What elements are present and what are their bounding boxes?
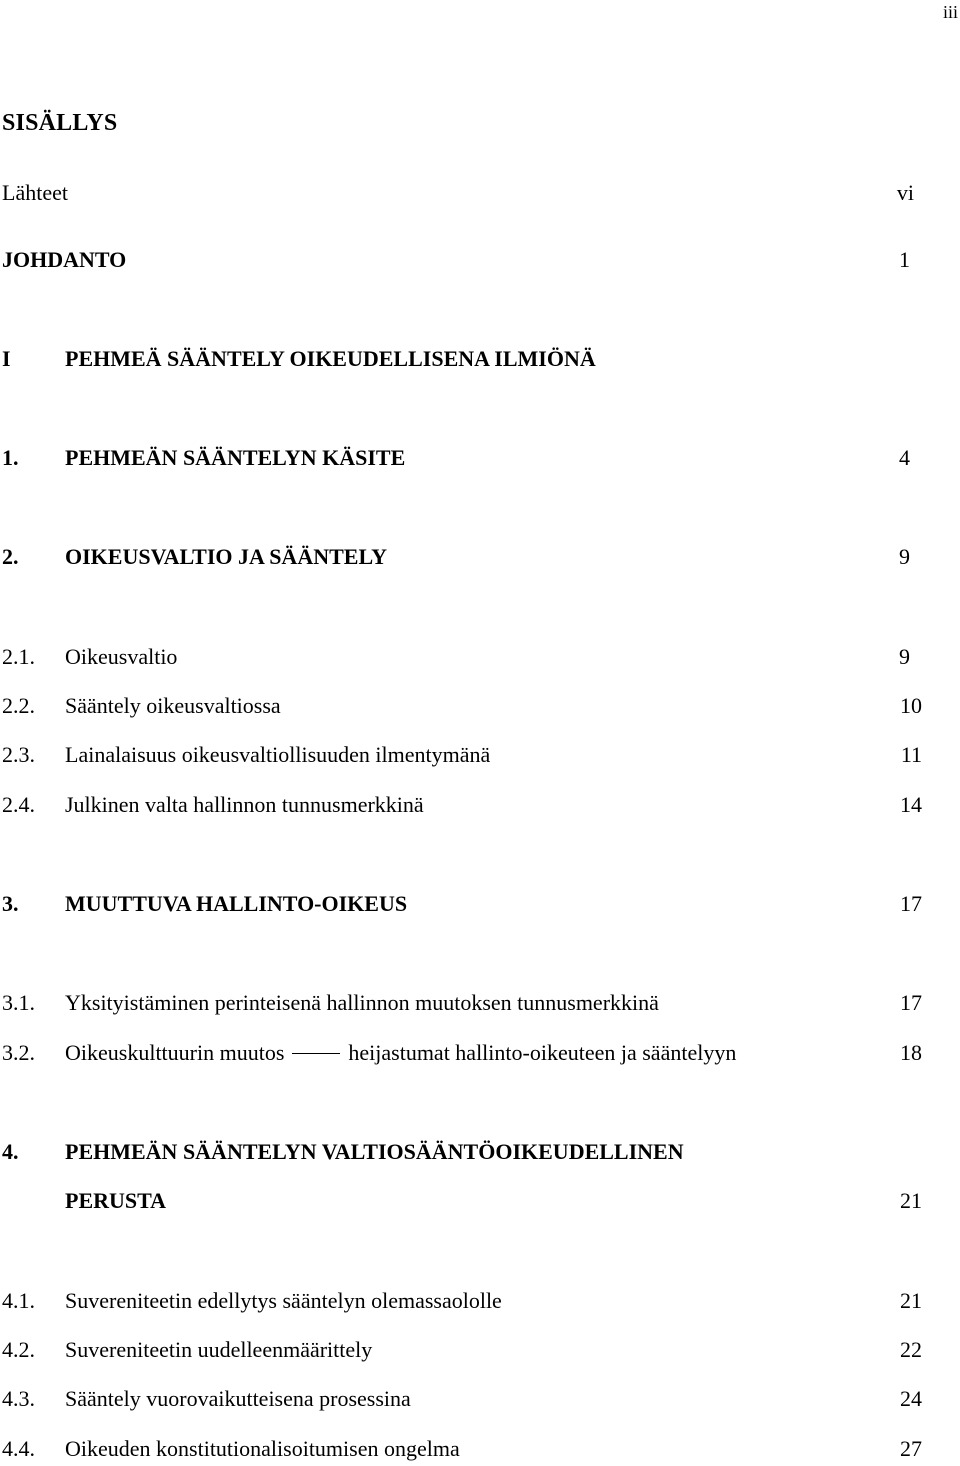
toc-entry-page: 17 xyxy=(900,990,922,1015)
toc-heading: SISÄLLYS xyxy=(2,110,118,136)
toc-entry-title: PEHMEÄN SÄÄNTELYN KÄSITE xyxy=(65,445,406,470)
toc-entry-number: 2.2. xyxy=(2,693,35,718)
toc-entry-title: JOHDANTO xyxy=(2,247,127,272)
toc-entry-number: 3. xyxy=(2,891,19,916)
toc-entry-page: 24 xyxy=(900,1386,922,1411)
toc-entry-section[interactable] xyxy=(0,1384,960,1414)
toc-entry-page: 27 xyxy=(900,1436,922,1461)
toc-entry-number: 2.4. xyxy=(2,792,35,817)
toc-entry-page: 10 xyxy=(900,693,922,718)
toc-entry-title-part: heijastumat hallinto-oikeuteen ja sääntelyyn xyxy=(348,1040,737,1065)
toc-entry-title: Suvereniteetin edellytys sääntelyn olemassaololle xyxy=(65,1288,502,1313)
toc-entry-section[interactable] xyxy=(0,1038,960,1068)
toc-entry-title-part: Oikeuskulttuurin muutos xyxy=(65,1040,285,1065)
toc-entry-title: OIKEUSVALTIO JA SÄÄNTELY xyxy=(65,544,387,569)
toc-entry-sources[interactable] xyxy=(0,178,960,208)
toc-entry-page: 14 xyxy=(900,792,922,817)
em-dash-rule xyxy=(292,1053,340,1054)
toc-entry-number: 3.2. xyxy=(2,1040,35,1065)
toc-entry-title: PEHMEÄ SÄÄNTELY OIKEUDELLISENA ILMIÖNÄ xyxy=(65,346,596,371)
toc-entry-number: 1. xyxy=(2,445,19,470)
toc-entry-number: 4.2. xyxy=(2,1337,35,1362)
toc-entry-section[interactable] xyxy=(0,1286,960,1316)
toc-entry-title: Sääntely vuorovaikutteisena prosessina xyxy=(65,1386,411,1411)
toc-entry-page: 11 xyxy=(900,742,922,767)
toc-entry-section[interactable] xyxy=(0,1434,960,1464)
toc-entry-title: PERUSTA xyxy=(65,1188,167,1213)
toc-entry-number: 4. xyxy=(2,1139,19,1164)
toc-entry-number: I xyxy=(2,346,11,371)
toc-entry-section[interactable] xyxy=(0,988,960,1018)
toc-entry-title: Suvereniteetin uudelleenmäärittely xyxy=(65,1337,373,1362)
toc-entry-chapter-continued[interactable] xyxy=(0,1186,960,1216)
toc-entry-section[interactable] xyxy=(0,740,960,770)
toc-entry-title: Lähteet xyxy=(2,180,68,205)
toc-entry-title: Oikeuden konstitutionalisoitumisen ongelma xyxy=(65,1436,460,1461)
page-number: iii xyxy=(942,2,958,22)
toc-entry-number: 2.1. xyxy=(2,644,35,669)
toc-entry-page: 1 xyxy=(899,247,910,272)
toc-entry-page: 22 xyxy=(900,1337,922,1362)
toc-entry-number: 2. xyxy=(2,544,19,569)
toc-entry-title: Sääntely oikeusvaltiossa xyxy=(65,693,281,718)
toc-entry-page: 4 xyxy=(899,445,910,470)
toc-entry-introduction[interactable] xyxy=(0,245,960,275)
toc-entry-section[interactable] xyxy=(0,790,960,820)
toc-entry-title: PEHMEÄN SÄÄNTELYN VALTIOSÄÄNTÖOIKEUDELLINEN xyxy=(65,1139,684,1164)
toc-entry-number: 3.1. xyxy=(2,990,35,1015)
toc-entry-chapter[interactable] xyxy=(0,1137,960,1167)
toc-entry-number: 4.1. xyxy=(2,1288,35,1313)
toc-entry-number: 4.3. xyxy=(2,1386,35,1411)
toc-entry-number: 2.3. xyxy=(2,742,35,767)
toc-entry-section[interactable] xyxy=(0,691,960,721)
toc-entry-page: vi xyxy=(896,180,914,205)
toc-entry-title: Oikeusvaltio xyxy=(65,644,178,669)
toc-entry-title: MUUTTUVA HALLINTO-OIKEUS xyxy=(65,891,408,916)
toc-entry-page: 17 xyxy=(900,891,922,916)
toc-entry-page: 21 xyxy=(900,1188,922,1213)
toc-entry-title xyxy=(65,1038,736,1068)
toc-entry-title: Lainalaisuus oikeusvaltiollisuuden ilmentymänä xyxy=(65,742,491,767)
toc-entry-page: 18 xyxy=(900,1040,922,1065)
toc-entry-page: 21 xyxy=(900,1288,922,1313)
toc-entry-number: 4.4. xyxy=(2,1436,35,1461)
toc-entry-section[interactable] xyxy=(0,1335,960,1365)
toc-entry-chapter[interactable] xyxy=(0,889,960,919)
toc-entry-section[interactable] xyxy=(0,642,960,672)
toc-entry-title: Julkinen valta hallinnon tunnusmerkkinä xyxy=(65,792,424,817)
toc-entry-page: 9 xyxy=(899,644,910,669)
toc-part-heading[interactable] xyxy=(0,344,960,374)
toc-entry-chapter[interactable] xyxy=(0,542,960,572)
toc-entry-chapter[interactable] xyxy=(0,443,960,473)
toc-entry-title: Yksityistäminen perinteisenä hallinnon muutoksen tunnusmerkkinä xyxy=(65,990,659,1015)
toc-entry-page: 9 xyxy=(899,544,910,569)
